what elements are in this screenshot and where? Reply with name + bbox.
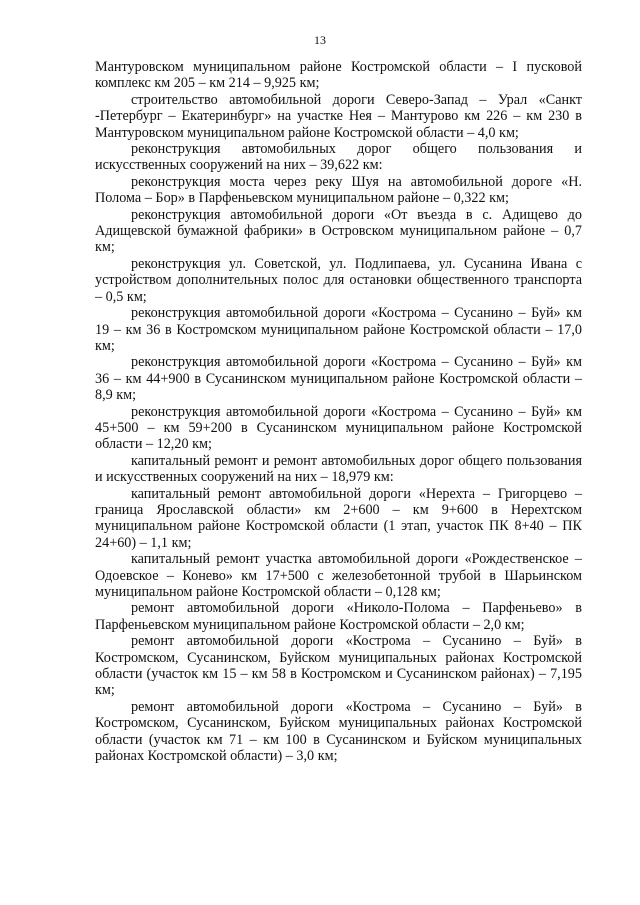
paragraph: реконструкция автомобильной дороги «Кострома – Сусанино – Буй» км 19 – км 36 в Костромском муниципальном районе Костромской области – 17,0 км; xyxy=(95,305,582,354)
paragraph: ремонт автомобильной дороги «Кострома – Сусанино – Буй» в Костромском, Сусанинском, Буйском муниципальных районах Костромской области (участок км 15 – км 58 в Костромском и Сусанинском районах) – 7,195 км; xyxy=(95,633,582,699)
paragraph: ремонт автомобильной дороги «Николо-Полома – Парфеньево» в Парфеньевском муниципальном районе Костромской области – 2,0 км; xyxy=(95,600,582,633)
document-body xyxy=(95,59,582,764)
paragraph: реконструкция автомобильной дороги «Кострома – Сусанино – Буй» км 45+500 – км 59+200 в Сусанинском муниципальном районе Костромской области – 12,20 км; xyxy=(95,403,582,453)
paragraph: реконструкция автомобильной дороги «Кострома – Сусанино – Буй» км 36 – км 44+900 в Сусанинском муниципальном районе Костромской области – 8,9 км; xyxy=(95,354,582,404)
paragraph: реконструкция автомобильной дороги «От въезда в с. Адищево до Адищевской бумажной фабрики» в Островском муниципальном районе – 0,7 км; xyxy=(95,206,582,256)
paragraph: реконструкция автомобильных дорог общего пользования и искусственных сооружений на них – 39,622 км: xyxy=(95,141,582,174)
paragraph: капитальный ремонт и ремонт автомобильных дорог общего пользования и искусственных сооружений на них – 18,979 км: xyxy=(95,452,582,486)
paragraph: строительство автомобильной дороги Северо-Запад – Урал «Санкт -Петербург – Екатеринбург» на участке Нея – Мантурово км 226 – км 230 в Мантуровском муниципальном районе Костромской области – 4,0 км; xyxy=(95,91,582,141)
paragraph: реконструкция моста через реку Шуя на автомобильной дороге «Н. Полома – Бор» в Парфеньевском муниципальном районе – 0,322 км; xyxy=(95,173,582,207)
paragraph: ремонт автомобильной дороги «Кострома – Сусанино – Буй» в Костромском, Сусанинском, Буйском муниципальных районах Костромской области (участок км 71 – км 100 в Сусанинском и Буйском муниципальных районах Костромской области) – 3,0 км; xyxy=(95,698,582,765)
page-number: 13 xyxy=(314,33,326,47)
paragraph: реконструкция ул. Советской, ул. Подлипаева, ул. Сусанина Ивана с устройством дополнительных полос для остановки общественного транспорта – 0,5 км; xyxy=(95,255,582,305)
paragraph: капитальный ремонт автомобильной дороги «Нерехта – Григорцево – граница Ярославской области» км 2+600 – км 9+600 в Нерехтском муниципальном районе Костромской области (1 этап, участок ПК 8+40 – ПК 24+60) – 1,1 км; xyxy=(95,485,582,551)
paragraph: Мантуровском муниципальном районе Костромской области – I пусковой комплекс км 205 – км 214 – 9,925 км; xyxy=(95,59,582,92)
paragraph: капитальный ремонт участка автомобильной дороги «Рождественское – Одоевское – Конево» км 17+500 с железобетонной трубой в Шарьинском муниципальном районе Костромской области – 0,128 км; xyxy=(95,551,582,600)
